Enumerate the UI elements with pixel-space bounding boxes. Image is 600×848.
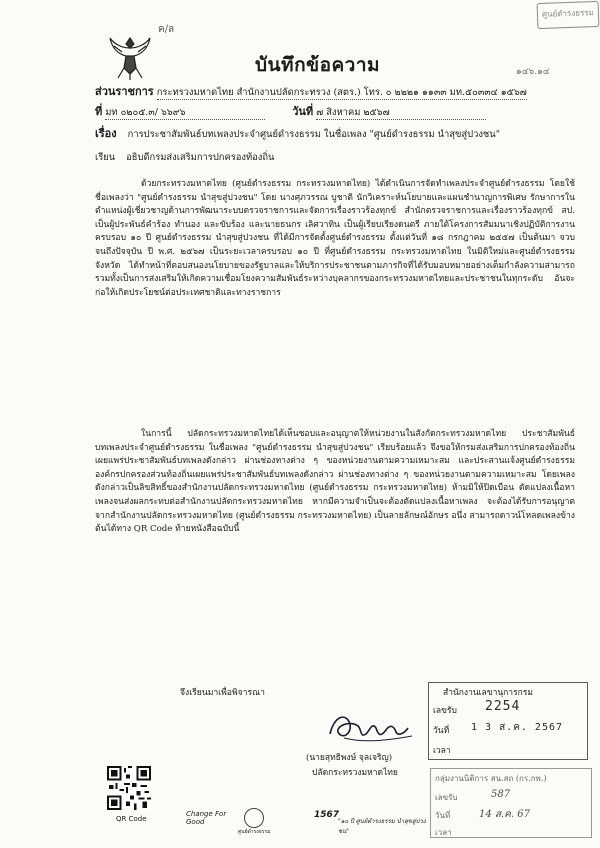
- qr-code: [107, 766, 151, 810]
- receipt2-date-label: วันที่: [435, 811, 451, 820]
- closing-line: จึงเรียนมาเพื่อพิจารณา: [180, 688, 265, 698]
- signer-name: (นายสุทธิพงษ์ จุลเจริญ): [306, 753, 393, 763]
- change-for-good-logo: Change For Good: [186, 810, 227, 826]
- agency-label: ส่วนราชการ: [95, 85, 154, 98]
- receipt-time-label: เวลา: [433, 746, 451, 756]
- footer-slogan: "๑๐ ปี ศูนย์ดำรงธรรม นำสุขสู่ปวงชน": [338, 818, 426, 835]
- ref-value: มท ๐๒๐๕.๓/ ๖๖๙๖: [105, 107, 265, 120]
- ref-label: ที่: [95, 105, 103, 118]
- damrongdhama-logo-text: ศูนย์ดำรงธรรม: [238, 829, 271, 835]
- garuda-emblem-icon: [108, 34, 152, 82]
- handwritten-signature: [320, 708, 420, 746]
- footer-logos: [186, 806, 426, 834]
- receipt-date-value: 1 3 ส.ค. 2567: [471, 722, 564, 733]
- receipt-stamp: [428, 682, 588, 760]
- corner-number: ๑๔๖.๑๔: [516, 67, 550, 77]
- corner-stamp: ศูนย์ดำรงธรรม: [537, 1, 600, 29]
- document-title: บันทึกข้อความ: [255, 54, 381, 76]
- receipt-no-label: เลขรับ: [433, 706, 457, 716]
- to-line: [95, 152, 274, 164]
- damrongdhama-logo-icon: [244, 808, 264, 828]
- date-value: ๗ สิงหาคม ๒๕๖๗: [316, 107, 486, 120]
- receipt-title: สำนักงานเลขานุการกรม: [443, 688, 533, 698]
- qr-label: QR Code: [116, 815, 147, 823]
- paragraph-2: [95, 428, 575, 537]
- receipt-date-label: วันที่: [433, 726, 450, 736]
- receipt2-no-value: 587: [491, 789, 511, 800]
- hotline-1567-logo: 1567: [314, 810, 340, 820]
- paragraph-1: [95, 178, 575, 300]
- receipt-no-value: 2254: [485, 699, 521, 714]
- to-label: เรียน: [95, 152, 116, 163]
- signer-title: ปลัดกระทรวงมหาดไทย: [312, 768, 398, 778]
- ref-date-line: [95, 106, 486, 120]
- paragraph-1-text: ด้วยกระทรวงมหาดไทย (ศูนย์ดำรงธรรม กระทรวงมหาดไทย) ได้ดำเนินการจัดทำเพลงประจำศูนย์ดำรงธรรม โดยใช้ชื่อเพลงว่า "ศูนย์ดำรงธรรม นำสุขสู่ปวงชน" โดย นางศุภวรรณ บูชาติ นักวิเคราะห์นโยบายและแผนชำนาญการพิเศษ รักษาการในตำแหน่งผู้เชี่ยวชาญด้านการพัฒนาระบบตรวจราชการและจัดการเรื่องราวร้องทุกข์ สำนักตรวจราชการและเรื่องราวร้องทุกข์ สป. เป็นผู้ประพันธ์คำร้อง ทำนอง และขับร้อง และนายธนกร เลิศวาทิน เป็นผู้เรียบเรียงดนตรี ภายใต้โครงการสัมมนาเชิงปฏิบัติการงานครบรอบ ๑๐ ปี ศูนย์ดำรงธรรม นำสุขสู่ปวงชน ที่ได้มีการจัดตั้งศูนย์ดำรงธรรม ตั้งแต่วันที่ ๑๘ กรกฎาคม ๒๕๕๗ เป็นต้นมา จวบจนถึงปัจจุบัน ปี พ.ศ. ๒๕๖๗ เป็นระยะเวลาครบรอบ ๑๐ ปี ที่ศูนย์ดำรงธรรม กระทรวงมหาดไทย ในมิติใหม่และศูนย์ดำรงธรรมจังหวัด ได้ทำหน้าที่ตอบสนองนโยบายของรัฐบาลและให้บริการประชาชนตามภารกิจที่ได้รับมอบหมายอย่างเต็มกำลังความสามารถ รวมทั้งเป็นการส่งเสริมให้เกิดความเชื่อมโยงความสัมพันธ์ระหว่างบุคลากรของกระทรวงมหาดไทยและประชาชนในทุกระดับ อันจะก่อให้เกิดประโยชน์ต่อประเทศชาติและทางราชการ: [95, 179, 575, 298]
- subject-text: การประชาสัมพันธ์บทเพลงประจำศูนย์ดำรงธรรม ในชื่อเพลง "ศูนย์ดำรงธรรม นำสุขสู่ปวงชน": [127, 129, 501, 140]
- handwritten-mark: ค/ล: [158, 24, 175, 35]
- agency-text: กระทรวงมหาดไทย สำนักงานปลัดกระทรวง (สตร.) โทร. ๐ ๒๒๒๑ ๑๑๓๓ มท.๕๐๓๓๔ ๑๕๖๗: [156, 87, 527, 98]
- receipt2-no-label: เลขรับ: [435, 793, 458, 802]
- paragraph-2-text: ในการนี้ ปลัดกระทรวงมหาดไทยได้เห็นชอบและอนุญาตให้หน่วยงานในสังกัดกระทรวงมหาดไทย ประชาสัมพันธ์บทเพลงประจำศูนย์ดำรงธรรม ในชื่อเพลง "ศูนย์ดำรงธรรม นำสุขสู่ปวงชน" เรียบร้อยแล้ว จึงขอให้กรมส่งเสริมการปกครองท้องถิ่นเผยแพร่ประชาสัมพันธ์บทเพลงดังกล่าว ผ่านช่องทางต่าง ๆ ของหน่วยงานตามความเหมาะสม และประสานแจ้งศูนย์ดำรงธรรม องค์กรปกครองส่วนท้องถิ่นเผยแพร่ประชาสัมพันธ์บทเพลงดังกล่าว ผ่านช่องทางต่าง ๆ ของหน่วยงานตามความเหมาะสม โดยเพลงดังกล่าวเป็นลิขสิทธิ์ของสำนักงานปลัดกระทรวงมหาดไทย (ศูนย์ดำรงธรรม กระทรวงมหาดไทย) ห้ามมิให้ปิดเบือน ตัดแปลงเนื้อหาเพลงจนส่งผลกระทบต่อสำนักงานปลัดกระทรวงมหาดไทย หากมีความจำเป็นจะต้องตัดแปลงเนื้อหาเพลง จะต้องได้รับการอนุญาตจากสำนักงานปลัดกระทรวงมหาดไทย (ศูนย์ดำรงธรรม กระทรวงมหาดไทย) เป็นลายลักษณ์อักษร อนึ่ง สามารถดาวน์โหลดเพลงข้างต้นได้ทาง QR Code ท้ายหนังสือฉบับนี้: [95, 429, 575, 535]
- date-label: วันที่: [292, 105, 314, 118]
- agency-line: [95, 86, 527, 100]
- subject-line: [95, 128, 500, 141]
- receipt-stamp-2: [430, 768, 592, 838]
- receipt2-time-label: เวลา: [435, 828, 452, 837]
- subject-label: เรื่อง: [95, 127, 117, 140]
- to-text: อธิบดีกรมส่งเสริมการปกครองท้องถิ่น: [126, 152, 275, 163]
- receipt2-date-value: 14 ส.ค. 67: [479, 809, 530, 820]
- receipt2-title: กลุ่มงานนิติการ สน.สถ (กร.กพ.): [435, 774, 547, 783]
